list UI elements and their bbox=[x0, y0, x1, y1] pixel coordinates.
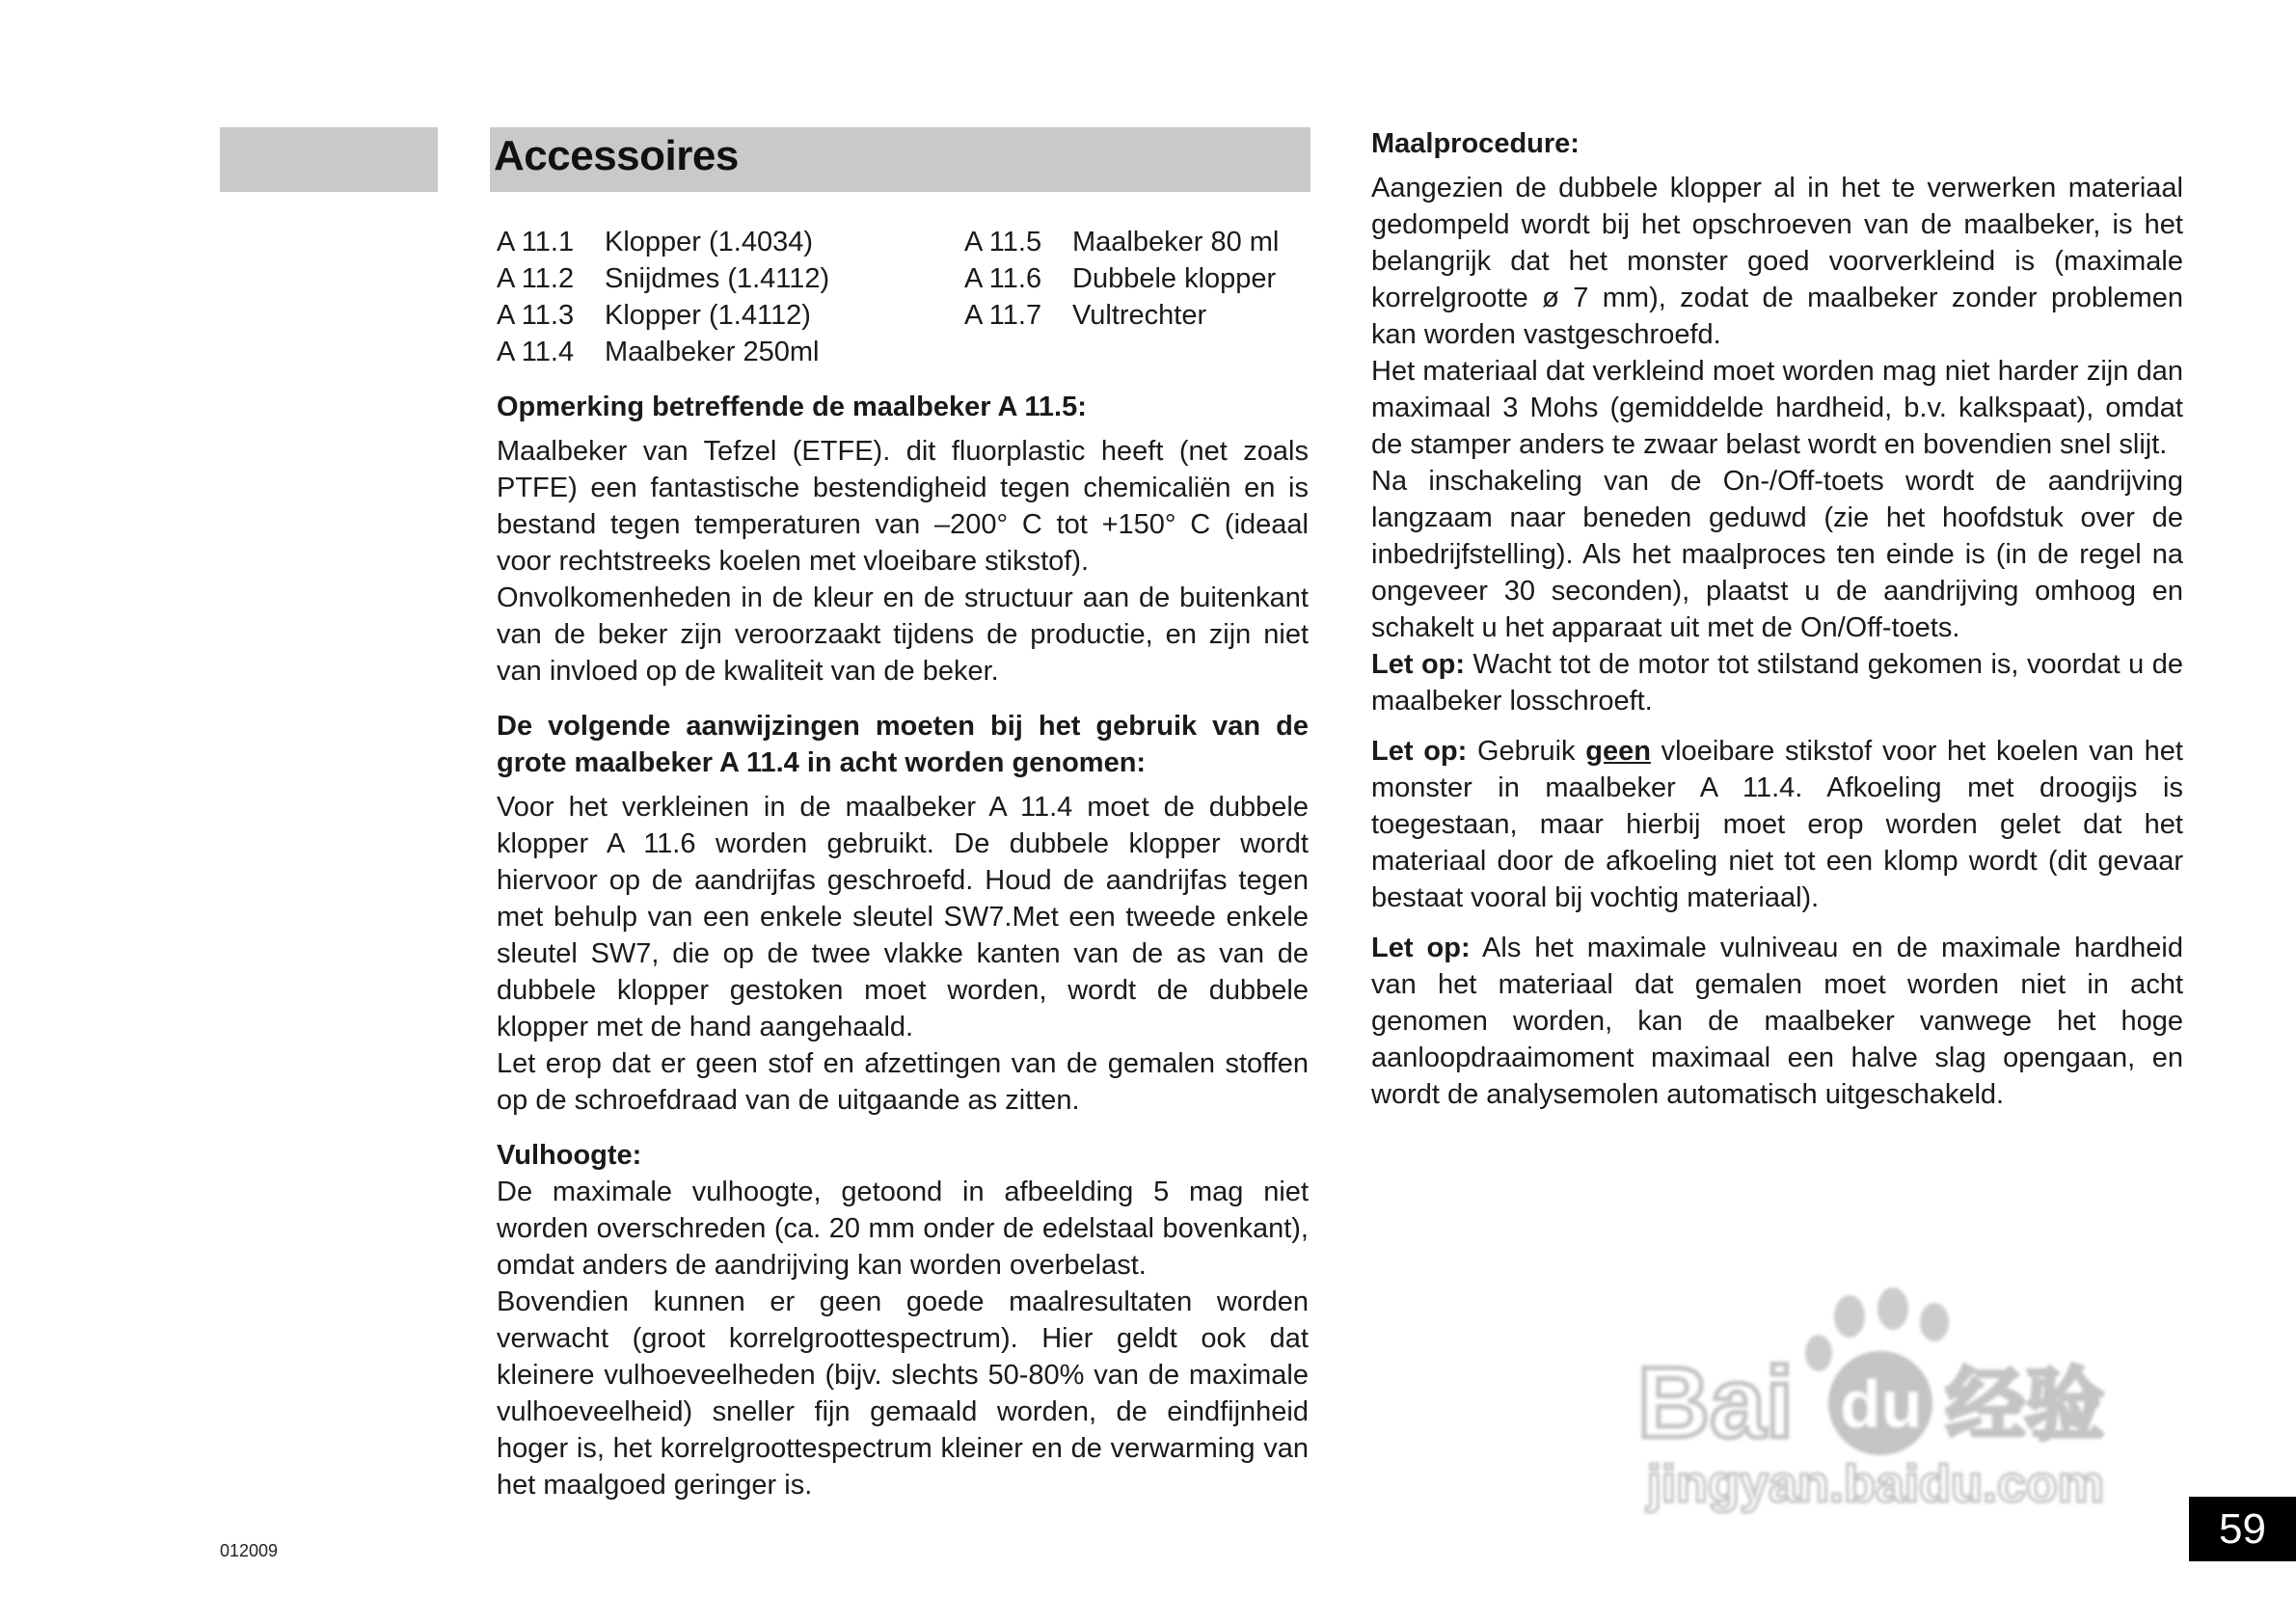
accessory-code: A 11.3 bbox=[497, 300, 575, 331]
accessory-code: A 11.2 bbox=[497, 263, 575, 294]
watermark-brand-b: du bbox=[1840, 1367, 1923, 1442]
instructions-paragraph-1: Voor het verkleinen in de maalbeker A 11.4 moet de dubbele klopper A 11.6 worden gebruikt. De dubbele klopper wordt hiervoor op de aandrijfas geschroefd. Houd de aandrijfas tegen met behulp van een enkele sleutel SW7.Met een tweede enkele sleutel SW7, die op de twee vlakke kanten van de as van de dubbele klopper gestoken moet worden, wordt de dubbele klopper met de hand aangehaald. bbox=[497, 792, 1309, 1042]
baidu-watermark bbox=[1628, 1287, 2168, 1529]
accessory-name: Klopper (1.4112) bbox=[605, 300, 811, 331]
accessory-code: A 11.7 bbox=[964, 300, 1042, 331]
document-code: 012009 bbox=[220, 1541, 279, 1560]
remark-heading: Opmerking betreffende de maalbeker A 11.5: bbox=[497, 392, 1087, 422]
accessory-list bbox=[497, 224, 1309, 370]
watermark-brand-a: Bai bbox=[1637, 1347, 1794, 1459]
note-label: Let op: bbox=[1371, 736, 1468, 767]
note-2-pre: Gebruik bbox=[1467, 736, 1586, 767]
instructions-heading: De volgende aanwijzingen moeten bij het gebruik van de grote maalbeker A 11.4 in acht worden genomen: bbox=[497, 711, 1309, 778]
grinding-procedure-heading: Maalprocedure: bbox=[1371, 128, 1580, 159]
accessory-name: Maalbeker 250ml bbox=[605, 337, 820, 367]
remark-paragraph-1: Maalbeker van Tefzel (ETFE). dit fluorplastic heeft (net zoals PTFE) een fantastische bestendigheid tegen chemicaliën en is bestand tegen temperaturen van –200° C tot +150° C (ideaal voor rechtstreeks koelen met vloeibare stikstof). bbox=[497, 436, 1309, 577]
page-title: Accessoires bbox=[494, 132, 739, 179]
accessory-name: Maalbeker 80 ml bbox=[1072, 227, 1280, 257]
note-1 bbox=[1371, 646, 2183, 719]
accessory-name: Dubbele klopper bbox=[1072, 263, 1277, 294]
page-number: 59 bbox=[2189, 1497, 2296, 1561]
accessory-item bbox=[964, 260, 1309, 297]
title-bar bbox=[490, 127, 1310, 192]
watermark-brand-cn: 经验 bbox=[1946, 1360, 2105, 1451]
accessory-item bbox=[497, 334, 964, 370]
accessory-item bbox=[497, 224, 964, 260]
accessory-code: A 11.6 bbox=[964, 263, 1042, 294]
note-label: Let op: bbox=[1371, 933, 1471, 963]
accessory-code: A 11.4 bbox=[497, 337, 575, 367]
accessory-item bbox=[497, 297, 964, 334]
fill-height-paragraph-1: De maximale vulhoogte, getoond in afbeelding 5 mag niet worden overschreden (ca. 20 mm onder de edelstaal bovenkant), omdat anders de aandrijving kan worden overbelast. bbox=[497, 1177, 1309, 1281]
note-2-emphasis: geen bbox=[1585, 736, 1651, 767]
left-margin-gray-block bbox=[220, 127, 438, 192]
accessory-code: A 11.5 bbox=[964, 227, 1042, 257]
watermark-url: jingyan.baidu.com bbox=[1647, 1455, 2105, 1513]
procedure-paragraph-1: Aangezien de dubbele klopper al in het te verwerken materiaal gedompeld wordt bij het opschroeven van de maalbeker, is het belangrijk dat het monster goed voorverkleind is (maximale korrelgrootte ø 7 mm), zodat de maalbeker zonder problemen kan worden vastgeschroefd. bbox=[1371, 173, 2183, 350]
fill-height-heading: Vulhoogte: bbox=[497, 1140, 642, 1171]
procedure-paragraph-3: Na inschakeling van de On-/Off-toets wordt de aandrijving langzaam naar beneden geduwd (zie het hoofdstuk over de inbedrijfstelling). Als het maalproces ten einde is (in de regel na ongeveer 30 seconden), plaatst u de aandrijving omhoog en schakelt u het apparaat uit met de On/Off-toets. bbox=[1371, 466, 2183, 643]
accessory-item bbox=[964, 297, 1309, 334]
remark-paragraph-2: Onvolkomenheden in de kleur en de structuur aan de buitenkant van de beker zijn veroorzaakt tijdens de productie, en zijn niet van invloed op de kwaliteit van de beker. bbox=[497, 582, 1309, 687]
left-column bbox=[497, 224, 1309, 1503]
note-1-text: Wacht tot de motor tot stilstand gekomen is, voordat u de maalbeker losschroeft. bbox=[1371, 649, 2183, 717]
accessory-name: Snijdmes (1.4112) bbox=[605, 263, 830, 294]
right-column bbox=[1371, 125, 2183, 1113]
fill-height-paragraph-2: Bovendien kunnen er geen goede maalresultaten worden verwacht (groot korrelgroottespectrum). Hier geldt ook dat kleinere vulhoeveelheden (bijv. slechts 50-80% van de maximale vulhoeveelheid) sneller fijn gemaald worden, de eindfijnheid hoger is, het korrelgroottespectrum kleiner en de verwarming van het maalgoed geringer is. bbox=[497, 1286, 1309, 1501]
note-3-text: Als het maximale vulniveau en de maximale hardheid van het materiaal dat gemalen moet worden niet in acht genomen worden, kan de maalbeker vanwege het hoge aanloopdraaimoment maximaal een halve slag opengaan, en wordt de analysemolen automatisch uitgeschakeld. bbox=[1371, 933, 2183, 1110]
note-3 bbox=[1371, 930, 2183, 1113]
accessory-item bbox=[497, 260, 964, 297]
accessory-item bbox=[964, 224, 1309, 260]
accessory-name: Vultrechter bbox=[1072, 300, 1207, 331]
note-2 bbox=[1371, 733, 2183, 916]
procedure-paragraph-2: Het materiaal dat verkleind moet worden mag niet harder zijn dan maximaal 3 Mohs (gemiddelde hardheid, b.v. kalkspaat), omdat de stamper anders te zwaar belast wordt en bovendien snel slijt. bbox=[1371, 356, 2183, 460]
accessory-name: Klopper (1.4034) bbox=[605, 227, 814, 257]
note-2-text: vloeibare stikstof voor het koelen van het monster in maalbeker A 11.4. Afkoeling met droogijs is toegestaan, maar hierbij moet erop worden gelet dat het materiaal door de afkoeling niet tot een klomp wordt (dit gevaar bestaat vooral bij vochtig materiaal). bbox=[1371, 736, 2183, 913]
instructions-paragraph-2: Let erop dat er geen stof en afzettingen van de gemalen stoffen op de schroefdraad van de uitgaande as zitten. bbox=[497, 1048, 1309, 1116]
note-label: Let op: bbox=[1371, 649, 1466, 680]
accessory-code: A 11.1 bbox=[497, 227, 575, 257]
